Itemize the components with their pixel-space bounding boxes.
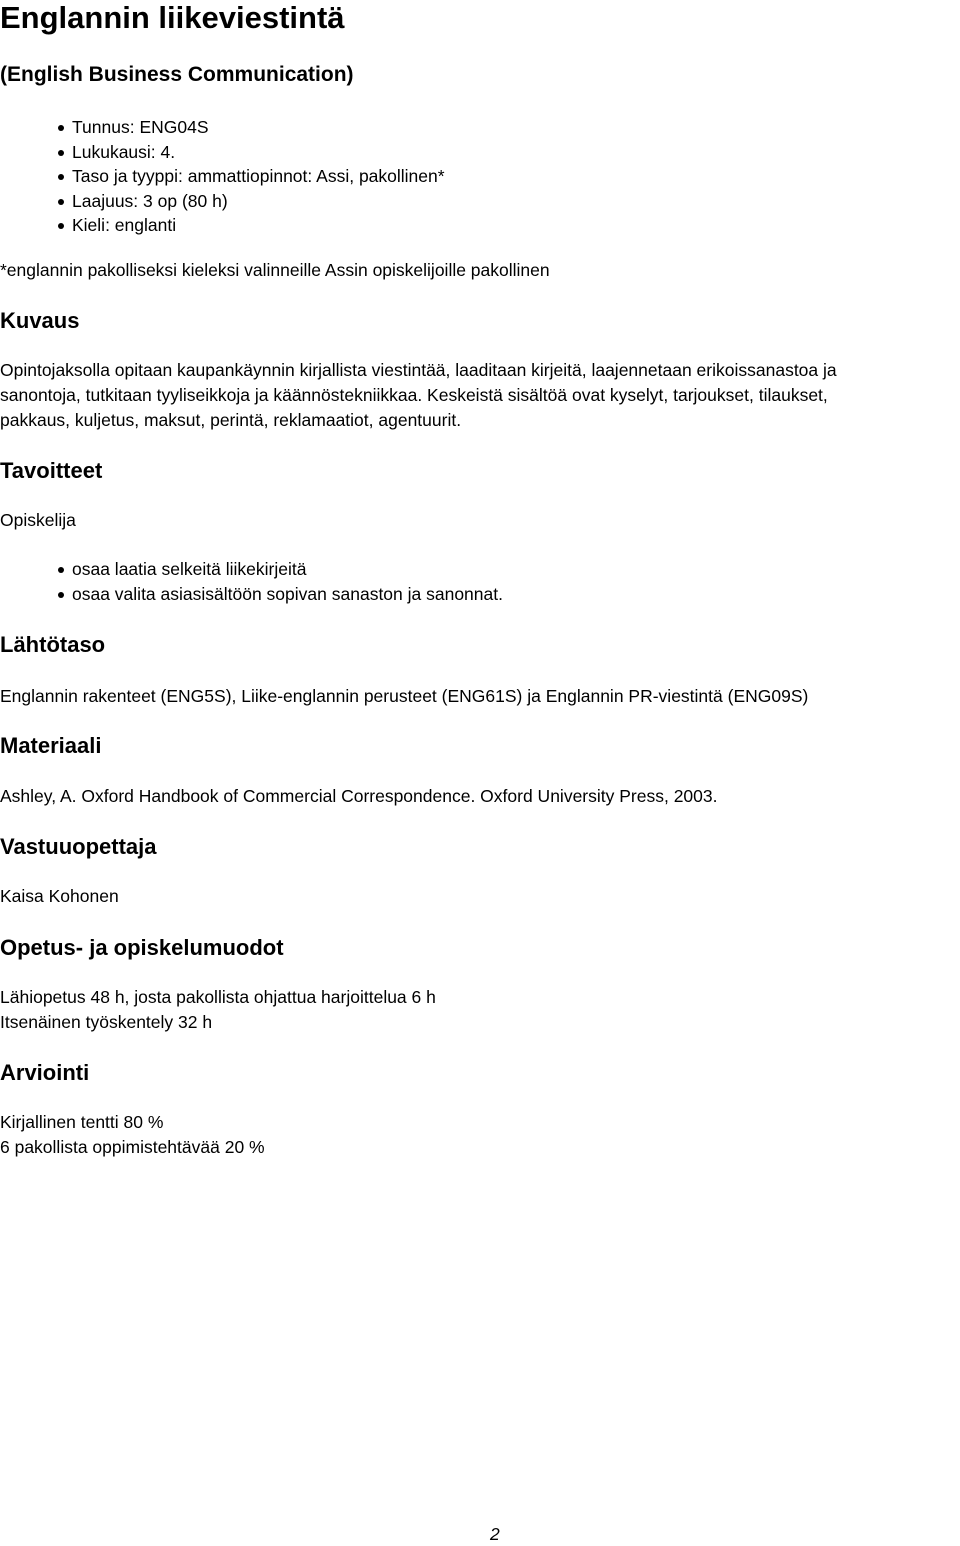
- kuvaus-line: Opintojaksolla opitaan kaupankäynnin kirjallista viestintää, laaditaan kirjeitä, laajennetaan erikoissanastoa ja: [0, 360, 837, 380]
- arviointi-line: Kirjallinen tentti 80 %: [0, 1112, 164, 1132]
- section-heading-vastuuopettaja: Vastuuopettaja: [0, 834, 157, 859]
- page-title: Englannin liikeviestintä: [0, 0, 345, 35]
- course-info-list: [58, 115, 445, 238]
- section-heading-lahtotaso: Lähtötaso: [0, 632, 106, 657]
- kuvaus-line: sanontoja, tutkitaan tyyliseikkoja ja käännöstekniikkaa. Keskeistä sisältöä ovat kyselyt, tarjoukset, tilaukset,: [0, 385, 828, 405]
- lahtotaso-text: Englannin rakenteet (ENG5S), Liike-englannin perusteet (ENG61S) ja Englannin PR-viestintä (ENG09S): [0, 686, 809, 706]
- vastuuopettaja-text: Kaisa Kohonen: [0, 886, 119, 906]
- list-item: Taso ja tyyppi: ammattiopinnot: Assi, pakollinen*: [58, 164, 445, 189]
- list-item: Lukukausi: 4.: [58, 140, 445, 165]
- opetus-line: Itsenäinen työskentely 32 h: [0, 1012, 213, 1032]
- kuvaus-line: pakkaus, kuljetus, maksut, perintä, reklamaatiot, agentuurit.: [0, 410, 462, 430]
- list-item: Tunnus: ENG04S: [58, 115, 445, 140]
- section-heading-tavoitteet: Tavoitteet: [0, 458, 103, 483]
- tavoitteet-list: [58, 557, 503, 606]
- list-item: osaa valita asiasisältöön sopivan sanaston ja sanonnat.: [58, 582, 503, 607]
- section-heading-kuvaus: Kuvaus: [0, 308, 80, 333]
- page-subtitle: (English Business Communication): [0, 63, 354, 86]
- section-heading-opetus: Opetus- ja opiskelumuodot: [0, 935, 284, 960]
- list-item: osaa laatia selkeitä liikekirjeitä: [58, 557, 503, 582]
- section-heading-materiaali: Materiaali: [0, 733, 102, 758]
- arviointi-line: 6 pakollista oppimistehtävää 20 %: [0, 1137, 265, 1157]
- list-item: Kieli: englanti: [58, 213, 445, 238]
- materiaali-text: Ashley, A. Oxford Handbook of Commercial Correspondence. Oxford University Press, 2003.: [0, 786, 718, 806]
- section-heading-arviointi: Arviointi: [0, 1060, 90, 1085]
- footnote: *englannin pakolliseksi kieleksi valinneille Assin opiskelijoille pakollinen: [0, 260, 550, 280]
- page-number: 2: [490, 1524, 500, 1544]
- list-item: Laajuus: 3 op (80 h): [58, 189, 445, 214]
- tavoitteet-intro: Opiskelija: [0, 510, 76, 530]
- opetus-line: Lähiopetus 48 h, josta pakollista ohjattua harjoittelua 6 h: [0, 987, 436, 1007]
